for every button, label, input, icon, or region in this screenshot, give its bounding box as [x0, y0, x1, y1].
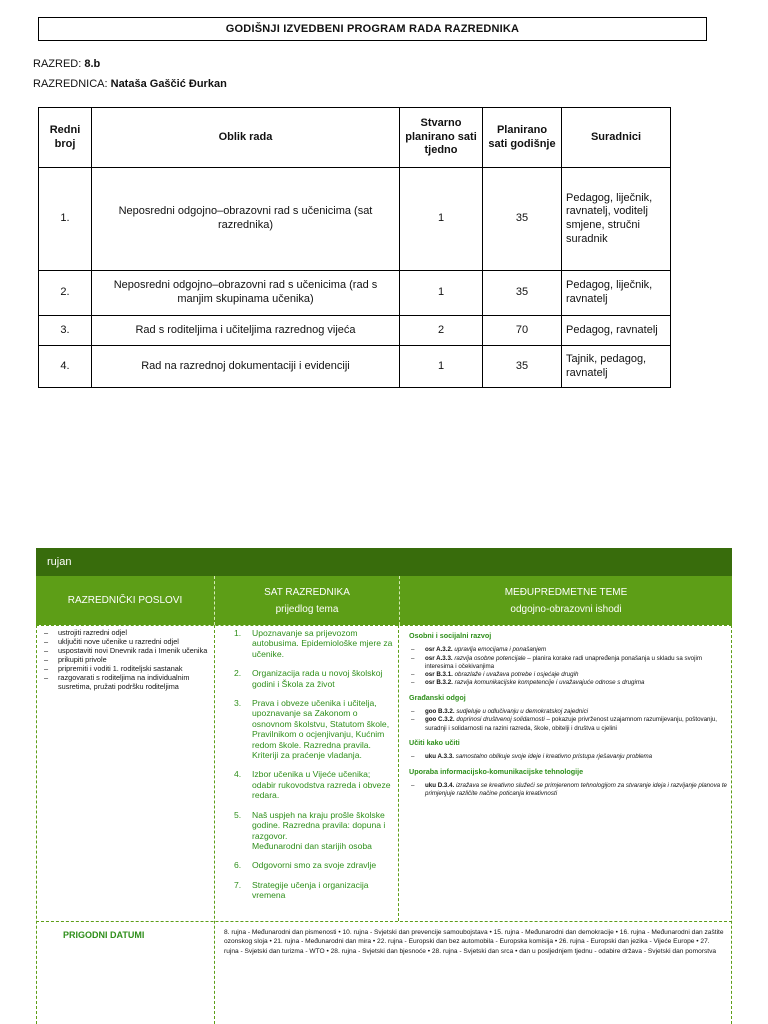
ishod-code: osr B.3.1.	[425, 671, 453, 679]
header-redni-broj: Redni broj	[39, 108, 92, 168]
ishod-text: upravlja emocijama i ponašanjem	[454, 646, 547, 654]
tema-item	[218, 880, 396, 901]
ishodi-section-title: Osobni i socijalni razvoj	[409, 631, 492, 640]
ishodi-list	[409, 628, 731, 804]
table-row	[39, 346, 671, 388]
cell-redni-broj: 2.	[39, 271, 92, 316]
tema-item	[218, 860, 396, 870]
ishod-code: uku D.3.4.	[425, 781, 455, 789]
tema-item	[218, 698, 396, 760]
teme-list	[218, 628, 396, 910]
column-header-medjupredmetne	[399, 576, 732, 625]
cell-oblik-rada: Rad na razrednoj dokumentaciji i evidenciji	[92, 346, 400, 388]
table-row	[39, 168, 671, 271]
tema-number: 3.	[234, 698, 242, 709]
table-row	[39, 316, 671, 346]
header-sati-tjedno: Stvarno planirano sati tjedno	[400, 108, 483, 168]
month-header: rujan	[36, 548, 732, 576]
cell-suradnici: Pedagog, ravnatelj	[562, 316, 671, 346]
grid-line	[731, 625, 732, 1024]
grid-line	[36, 625, 732, 626]
cell-oblik-rada: Neposredni odgojno–obrazovni rad s učenicima (sat razrednika)	[92, 168, 400, 271]
list-item: – uspostaviti novi Dnevnik rada i Imenik učenika	[40, 646, 212, 655]
ishod-text: doprinosi društvenoj solidarnosti	[456, 716, 545, 724]
prigodni-datumi-text: 8. rujna - Međunarodni dan pismenosti • 10. rujna - Svjetski dan prevencije samoubojstava • 15. rujna - Međunarodni dan demokracije • 16. rujna - Međunarodni dan zaštite ozonskog sloja • 21. rujna - Međunarodni dan mira • 22. rujna - Europski dan bez automobila - Europska komisija • 26. rujna - Europski dan jezika - Vijeće Europe • 27. rujna - Svjetski dan turizma - WTO • 28. rujna - Svjetski dan bjesnoće • 28. rujna - Svjetski dan srca • dan u posljednjem tjednu - odabire država - Svjetski dan pomorstva	[224, 929, 724, 955]
header-oblik-rada: Oblik rada	[92, 108, 400, 168]
cell-redni-broj: 1.	[39, 168, 92, 271]
medjupredmetne-subtitle: odgojno-obrazovni ishodi	[510, 603, 622, 615]
tema-number: 2.	[234, 668, 242, 679]
prigodni-datumi-label: PRIGODNI DATUMI	[63, 930, 145, 940]
cell-suradnici: Pedagog, liječnik, ravnatelj, voditelj smjene, stručni suradnik	[562, 168, 671, 271]
tema-text: Prava i obveze učenika i učitelja, upoznavanje sa Zakonom o osnovnom školstvu, Statutom škole, Pravilnikom o ocjenjivanju, Kućnim redom škole. Razredna pravila. Kriteriji za praćenje vladanja.	[252, 698, 390, 761]
tema-number: 6.	[234, 860, 242, 871]
ishod-code: osr A.3.2.	[425, 646, 453, 654]
list-item: – uključiti nove učenike u razredni odjel	[40, 637, 212, 646]
tema-text: Izbor učenika u Vijeće učenika; odabir rukovodstva razreda i obveze redara.	[252, 769, 391, 801]
razred-value: 8.b	[84, 58, 101, 70]
ishod-item	[409, 646, 731, 654]
ishod-text: izražava se kreativno služeći se primjerenom tehnologijom za stvaranje ideja i razvijanje planova te primjenjuje različite načine poticanja kreativnosti	[425, 781, 727, 798]
ishod-text: samostalno oblikuje svoje ideje i kreativno pristupa rješavanju problema	[455, 753, 653, 761]
poslovi-list	[40, 628, 212, 691]
cell-oblik-rada: Rad s roditeljima i učiteljima razrednog vijeća	[92, 316, 400, 346]
table-row	[39, 271, 671, 316]
column-header-sat-razrednika	[214, 576, 399, 625]
cell-sati-tjedno: 1	[400, 168, 483, 271]
ishod-item	[409, 716, 731, 733]
tema-number: 4.	[234, 769, 242, 780]
razrednica-value: Nataša Gaščić Đurkan	[110, 78, 227, 90]
tema-number: 7.	[234, 879, 242, 890]
cell-sati-godisnje: 35	[483, 346, 562, 388]
cell-sati-godisnje: 70	[483, 316, 562, 346]
ishod-code: goo C.3.2.	[425, 716, 455, 724]
ishod-item	[409, 708, 731, 716]
tema-number: 1.	[234, 628, 242, 638]
tema-item	[218, 668, 396, 689]
sat-razrednika-subtitle: prijedlog tema	[275, 603, 339, 615]
ishod-text: obrazlaže i uvažava potrebe i osjećaje drugih	[454, 671, 579, 679]
tema-text: Strategije učenja i organizacija vremena	[252, 879, 369, 901]
document-title: GODIŠNJI IZVEDBENI PROGRAM RADA RAZREDNIKA	[38, 17, 707, 41]
ishod-item	[409, 679, 731, 687]
ishod-item	[409, 671, 731, 679]
cell-redni-broj: 4.	[39, 346, 92, 388]
ishod-code: osr A.3.3.	[425, 654, 453, 662]
ishod-code: uku A.3.3.	[425, 753, 454, 761]
ishod-text: razvija komunikacijske kompetencije i uvažavajuće odnose s drugima	[454, 679, 645, 687]
cell-sati-godisnje: 35	[483, 168, 562, 271]
sat-razrednika-title: SAT RAZREDNIKA	[264, 586, 350, 598]
tema-item	[218, 810, 396, 852]
cell-sati-tjedno: 1	[400, 346, 483, 388]
tema-text: Odgovorni smo za svoje zdravlje	[252, 860, 377, 871]
list-item: – pripremiti i voditi 1. roditeljski sastanak	[40, 664, 212, 673]
tema-text: Upoznavanje sa prijevozom autobusima. Epidemiološke mjere za učenike.	[252, 628, 393, 659]
tema-text: Naš uspjeh na kraju prošle školske godine. Razredna pravila: dopuna i razgovor. Međunarodni dan starijih osoba	[252, 809, 386, 851]
tema-item	[218, 628, 396, 659]
grid-line	[36, 625, 37, 1024]
grid-line	[36, 921, 732, 922]
header-suradnici: Suradnici	[562, 108, 671, 168]
month-section	[36, 548, 732, 1024]
tema-number: 5.	[234, 809, 242, 820]
list-item: – ustrojiti razredni odjel	[40, 628, 212, 637]
cell-sati-tjedno: 2	[400, 316, 483, 346]
grid-line	[214, 625, 215, 1024]
ishod-code: osr B.3.2.	[425, 679, 453, 687]
teacher-info	[33, 78, 227, 90]
tema-text: Organizacija rada u novoj školskoj godini i Škola za život	[252, 668, 383, 689]
cell-suradnici: Tajnik, pedagog, ravnatelj	[562, 346, 671, 388]
column-header-poslovi	[36, 576, 214, 625]
plan-table-header-row	[39, 108, 671, 168]
class-info	[33, 58, 100, 70]
ishod-detail: – planira korake radi unapređenja ponašanja u skladu sa svojim interesima i očekivanjima	[425, 654, 703, 670]
ishod-item	[409, 782, 731, 799]
ishod-detail: – pokazuje privrženost uzajamnom razumijevanju, poštovanju, suradnji i solidarnosti na razini razreda, škole, obitelji i društva u cjelini	[425, 716, 718, 732]
ishod-code: goo B.3.2.	[425, 708, 455, 716]
list-item: – prikupiti privole	[40, 655, 212, 664]
razred-label: RAZRED:	[33, 58, 82, 70]
ishodi-section-title: Uporaba informacijsko-komunikacijske tehnologije	[409, 766, 584, 776]
cell-redni-broj: 3.	[39, 316, 92, 346]
cell-sati-godisnje: 35	[483, 271, 562, 316]
ishodi-section-title: Učiti kako učiti	[409, 737, 460, 747]
plan-table	[38, 107, 671, 388]
ishod-item	[409, 655, 731, 672]
razrednica-label: RAZREDNICA:	[33, 78, 108, 90]
poslovi-title: RAZREDNIČKI POSLOVI	[67, 595, 183, 606]
grid-line	[398, 625, 399, 921]
ishod-text: razvija osobne potencijale	[454, 654, 526, 662]
tema-item	[218, 769, 396, 800]
ishodi-section-title: Građanski odgoj	[409, 692, 466, 702]
cell-sati-tjedno: 1	[400, 271, 483, 316]
cell-suradnici: Pedagog, liječnik, ravnatelj	[562, 271, 671, 316]
ishod-text: sudjeluje u odlučivanju u demokratskoj zajednici	[456, 708, 589, 716]
medjupredmetne-title: MEĐUPREDMETNE TEME	[504, 586, 628, 598]
header-sati-godisnje: Planirano sati godišnje	[483, 108, 562, 168]
ishod-item	[409, 753, 731, 761]
list-item: – razgovarati s roditeljima na individualnim susretima, pružati podršku roditeljima	[40, 673, 212, 691]
cell-oblik-rada: Neposredni odgojno–obrazovni rad s učenicima (rad s manjim skupinama učenika)	[92, 271, 400, 316]
